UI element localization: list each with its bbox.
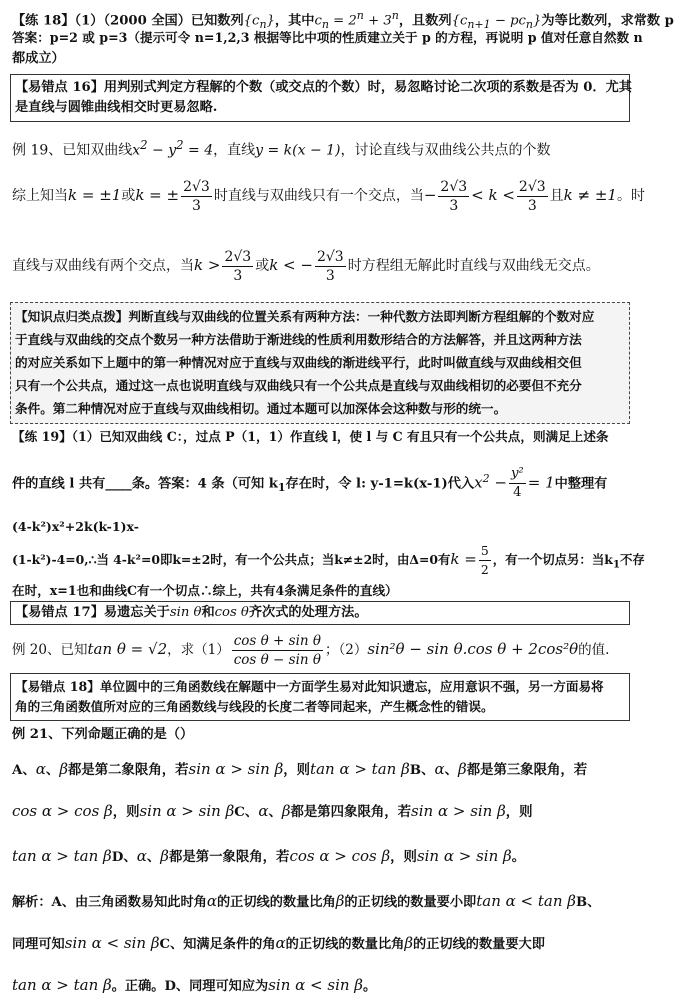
option-c-d: tan α > tan βD、α、β都是第一象限角，若cos α > cos β，则sin α > sin β。 bbox=[12, 847, 526, 865]
fraction: $\frac{2√3}{3}$ bbox=[183, 178, 210, 214]
fraction: $\frac{\text{y²}}{4}$ bbox=[510, 466, 524, 501]
fraction: $\frac{2√3}{3}$ bbox=[518, 178, 546, 214]
solution-line-2: 同理可知sin α < sin βC、知满足条件的角α的正切线的数量比角β的正切线的数量要大即 bbox=[12, 934, 545, 952]
conclusion-line-1: 综上知当k = ±1或k = ± $\frac{2√3}{3}$ 时直线与双曲线只有一个交点，当− $\frac{2√3}{3}$ < k < $\frac{2√3}{3}$ 且k ≠ ±1。时 bbox=[12, 178, 645, 214]
option-a-b: A、α、β都是第二象限角，若sin α > sin β，则tan α > tan βB、α、β都是第三象限角，若 bbox=[12, 760, 588, 778]
exercise-19-line-5: 在时，x=1也和曲线C有一个切点∴综上，共有4条满足条件的直线） bbox=[12, 583, 398, 598]
knowledge-line-1: 【知识点归类点拨】判断直线与双曲线的位置关系有两种方法：一种代数方法即判断方程组解的个数对应 bbox=[15, 309, 595, 324]
error-point-18-line-1: 【易错点 18】单位圆中的三角函数线在解题中一方面学生易对此知识遗忘，应用意识不强，另一方面易将 bbox=[15, 679, 604, 694]
error-point-16-box bbox=[10, 74, 630, 122]
knowledge-line-3: 的对应关系如下上题中的第一种情况对应于直线与双曲线的渐进线平行，此时叫做直线与双曲线相交但 bbox=[15, 355, 582, 370]
fraction: $\frac{2√3}{3}$ bbox=[440, 178, 468, 214]
exercise-19-line-4: (1-k²)-4=0,∴当 4-k²=0即k=±2时，有一个公共点；当k≠±2时，由Δ=0有k = $\frac{5}{2}$ ，有一个切点另：当$k_1$不存 bbox=[12, 543, 645, 577]
example-20: 例 20、已知tan θ = √2，求（1） $\frac{\text{cos θ + sin θ}}{\text{cos θ − sin θ}}$ ；（2）sin²θ − sin θ.cos θ + 2cos²θ的值. bbox=[12, 633, 610, 668]
solution-line-3: tan α > tan β。正确。D、同理可知应为sin α < sin β。 bbox=[12, 976, 377, 994]
conclusion-line-2: 直线与双曲线有两个交点，当k > $\frac{2√3}{3}$ 或k < − $\frac{2√3}{3}$ 时方程组无解此时直线与双曲线无交点。 bbox=[12, 248, 600, 284]
error-point-17-box bbox=[10, 601, 630, 625]
fraction: $\frac{\text{cos θ + sin θ}}{\text{cos θ − sin θ}}$ bbox=[233, 633, 322, 668]
solution-line-1: 解析：A、由三角函数易知此时角α的正切线的数量比角β的正切线的数量要小即tan α < tan βB、 bbox=[12, 892, 601, 910]
exercise-18-answer-end: 都成立） bbox=[12, 51, 65, 66]
exercise-19-line-3: (4-k²)x²+2k(k-1)x- bbox=[12, 519, 139, 534]
exercise-19-line-2: 件的直线 l 共有____条。答案：4 条（可知 $k_1$存在时，令 l: y-1=k(x-1)代入$x^2$ − $\frac{\text{y²}}{4}$ = 1中整理有 bbox=[12, 466, 608, 501]
exercise-19-line-1: 【练 19】（1）已知双曲线 C：，过点 P（1，1）作直线 l，使 l 与 C 有且只有一个公共点，则满足上述条 bbox=[12, 429, 609, 444]
option-b-c: cos α > cos β，则sin α > sin βC、α、β都是第四象限角，若sin α > sin β，则 bbox=[12, 802, 533, 820]
fraction: $\frac{2√3}{3}$ bbox=[224, 248, 252, 284]
fraction: $\frac{5}{2}$ bbox=[480, 543, 489, 577]
error-point-16-line-1: 【易错点 16】用判别式判定方程解的个数（或交点的个数）时，易忽略讨论二次项的系数是否为 0．尤其 bbox=[15, 80, 632, 95]
knowledge-line-2: 于直线与双曲线的交点个数另一种方法借助于渐进线的性质利用数形结合的方法解答，并且这两种方法 bbox=[15, 332, 582, 347]
fraction: $\frac{2√3}{3}$ bbox=[316, 248, 344, 284]
exercise-18-answer: 答案：p=2 或 p=3（提示可令 n=1,2,3 根据等比中项的性质建立关于 p 的方程，再说明 p 值对任意自然数 n bbox=[12, 30, 643, 45]
example-21: 例 21、下列命题正确的是（） bbox=[12, 727, 194, 742]
error-point-16-line-2: 是直线与圆锥曲线相交时更易忽略. bbox=[15, 100, 218, 115]
error-point-18-box bbox=[10, 673, 630, 721]
knowledge-point-box bbox=[10, 302, 630, 424]
knowledge-line-4: 只有一个公共点，通过这一点也说明直线与双曲线只有一个公共点是直线与双曲线相切的必要但不充分 bbox=[15, 378, 582, 393]
example-19: 例 19、已知双曲线$x^2 - y^2 = 4$，直线y = k(x − 1)，讨论直线与双曲线公共点的个数 bbox=[12, 138, 551, 159]
error-point-18-line-2: 角的三角函数值所对应的三角函数线与线段的长度二者等同起来，产生概念性的错误。 bbox=[15, 699, 494, 714]
error-point-17-line: 【易错点 17】易遗忘关于sin θ和cos θ齐次式的处理方法。 bbox=[15, 605, 368, 620]
exercise-18-line-1: 【练 18】（1）（2000 全国）已知数列$\{c_n\}$，其中$c_n = 2^n + 3^n$，且数列$\{c_{n+1} - pc_n\}$为等比数列，求常数 p bbox=[12, 9, 674, 32]
knowledge-line-5: 条件。第二种情况对应于直线与双曲线相切。通过本题可以加深体会这种数与形的统一。 bbox=[15, 401, 507, 416]
